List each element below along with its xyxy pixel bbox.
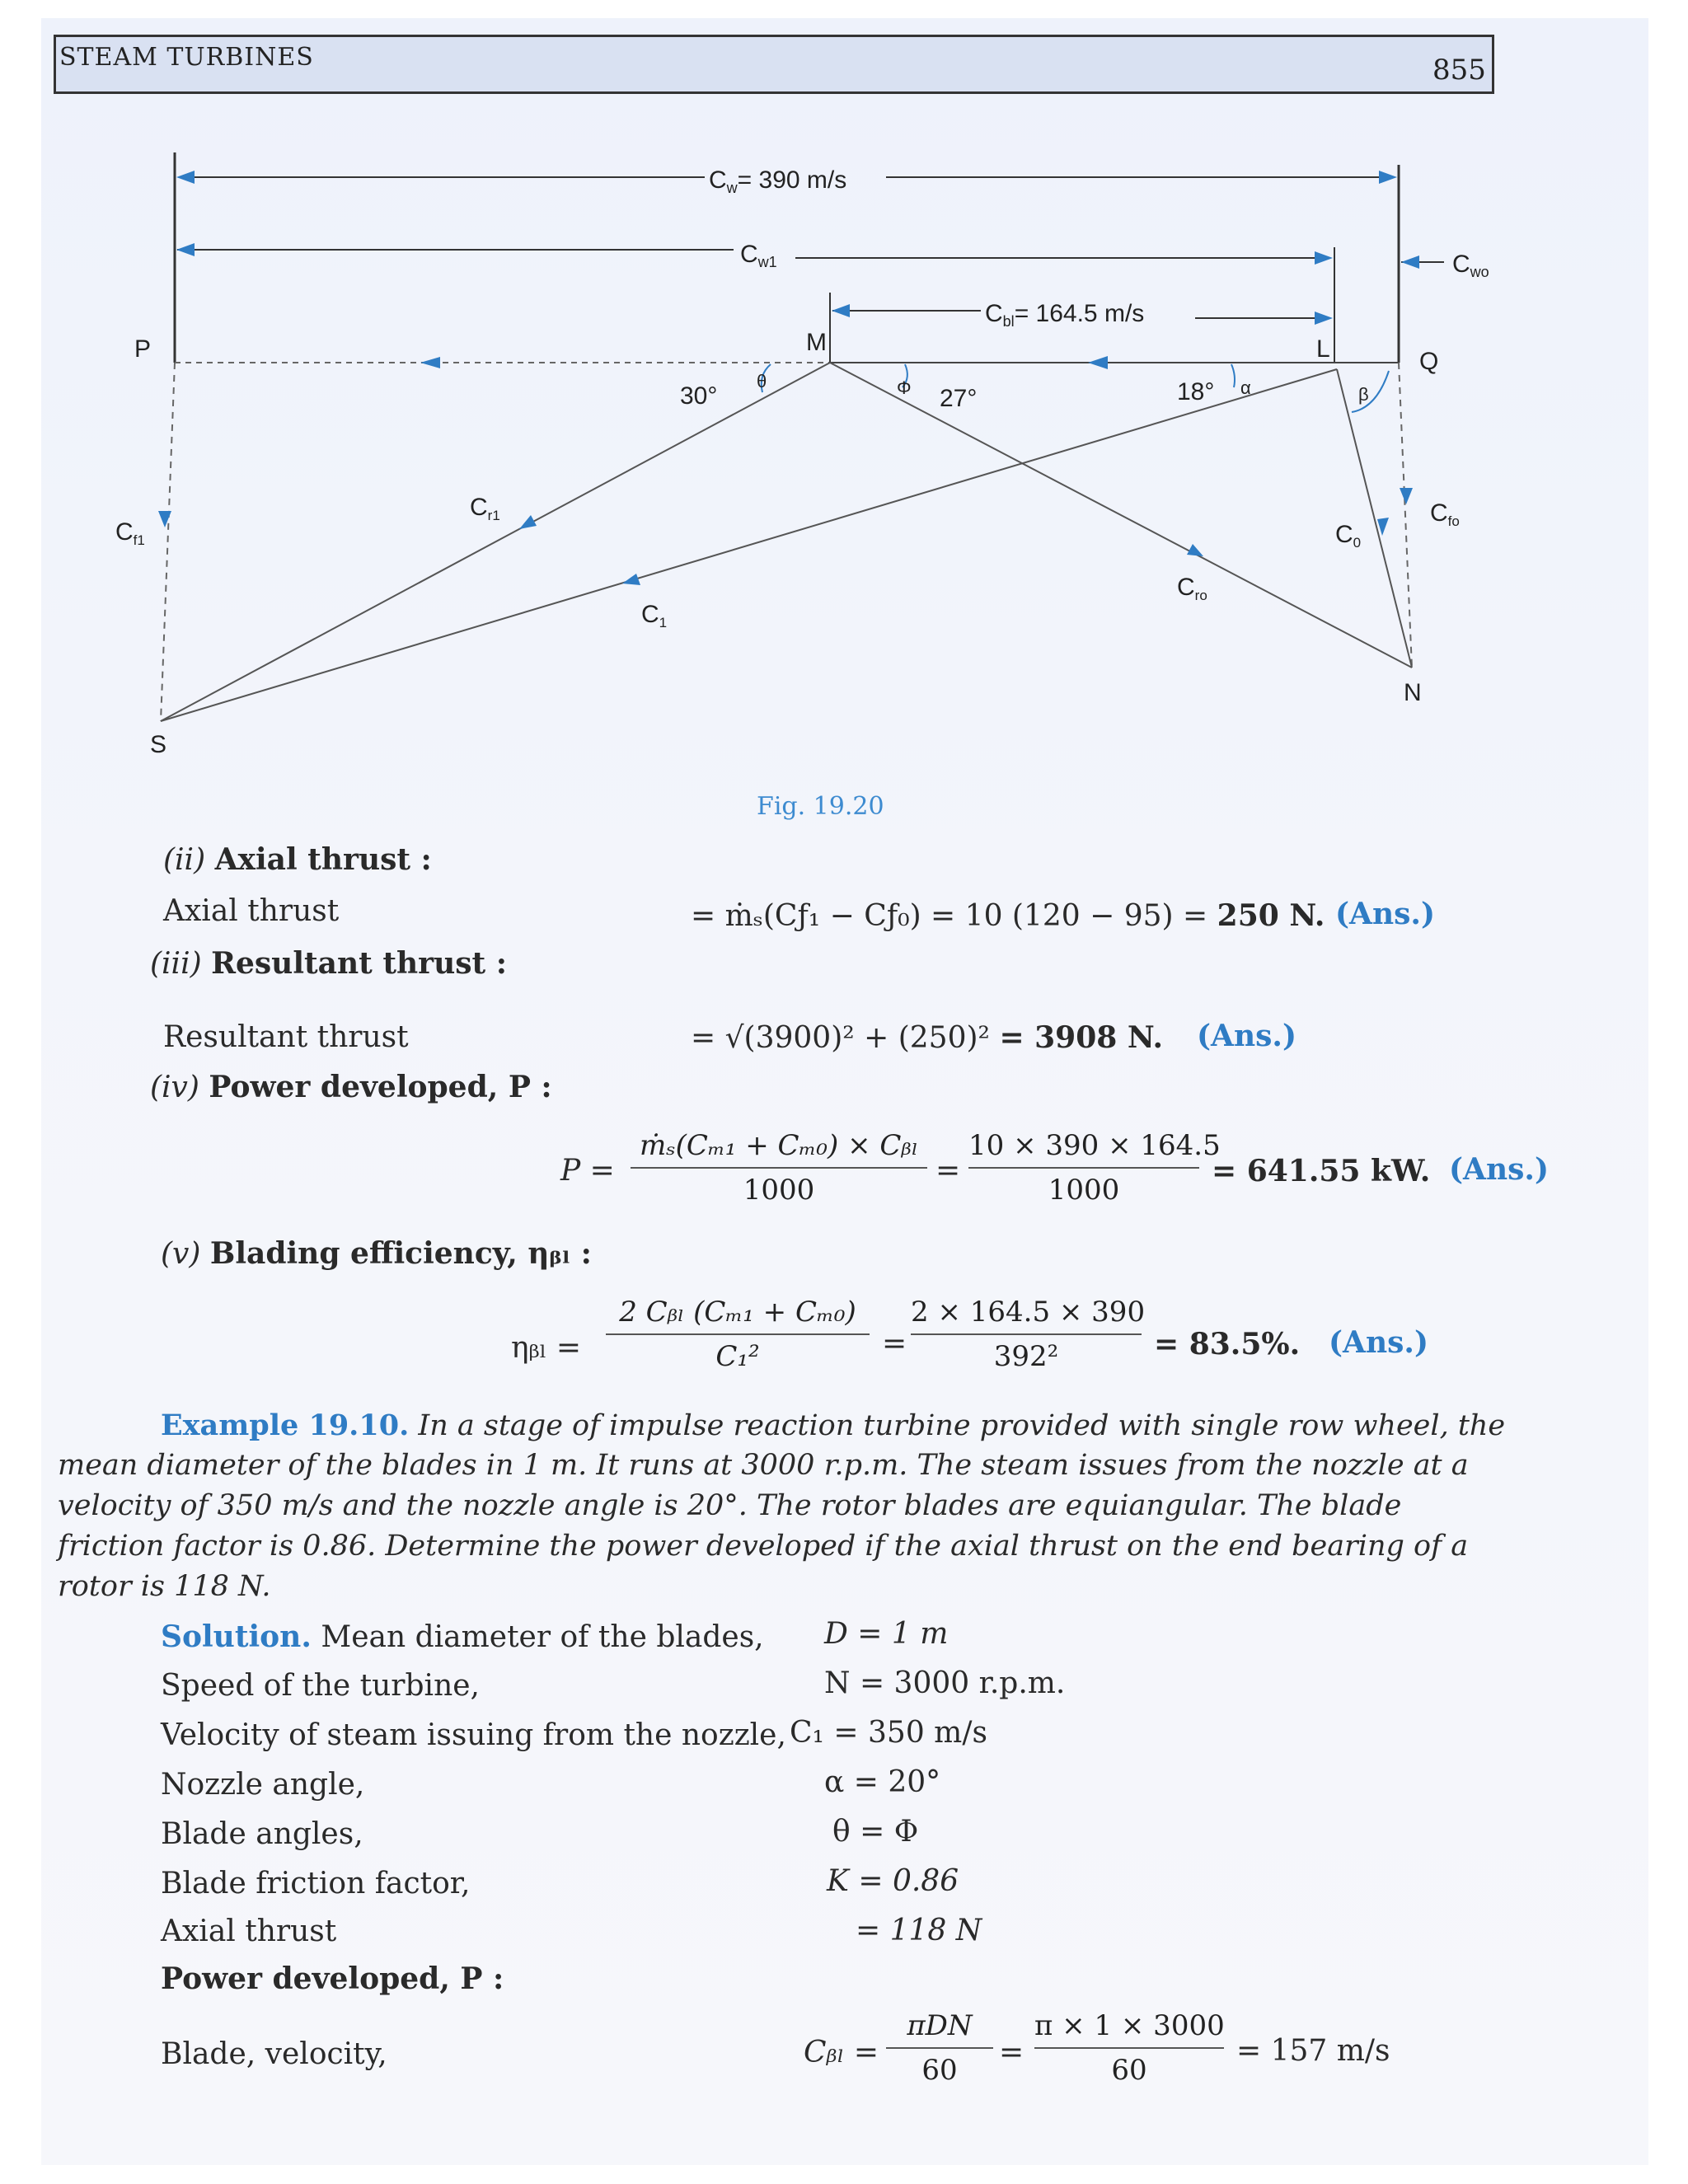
solution-label-2: Speed of the turbine, — [161, 1669, 480, 1703]
blade-velocity-lhs: Cᵦₗ = — [804, 2036, 879, 2069]
beta-label: β — [1358, 384, 1369, 405]
solution-value-6: K = 0.86 — [827, 1864, 959, 1898]
cbl-arrowhead-left — [832, 304, 850, 317]
blade-velocity-fraction-1 — [886, 2009, 993, 2087]
blade-velocity-fraction-2-denominator: 60 — [1111, 2054, 1147, 2087]
efficiency-result: = 83.5%. — [1154, 1327, 1301, 1361]
solution-value-7: = 118 N — [856, 1914, 982, 1947]
power-developed-heading: Power developed, P : — [161, 1961, 504, 1996]
power-heading: (iv) Power developed, P : — [150, 1070, 552, 1104]
efficiency-answer-tag: (Ans.) — [1329, 1325, 1428, 1360]
c1-arrowhead — [622, 574, 640, 585]
cf1-arrowhead — [158, 511, 171, 527]
cr1-arrowhead — [519, 515, 537, 529]
figure-caption: Fig. 19.20 — [757, 792, 884, 821]
point-l-label: L — [1316, 335, 1330, 363]
alpha-label: α — [1240, 377, 1251, 398]
cw1-arrowhead-left — [176, 243, 195, 256]
point-m-label: M — [806, 329, 827, 356]
blade-velocity-label: Blade, velocity, — [161, 2037, 387, 2071]
cro-line — [830, 363, 1412, 668]
example-line-2: mean diameter of the blades in 1 m. It runs at 3000 r.p.m. The steam issues from the nozzle at a — [58, 1449, 1469, 1482]
cro-arrowhead — [1187, 544, 1203, 556]
power-lhs: P = — [560, 1154, 615, 1188]
co-label: $C_0$ — [1335, 521, 1362, 551]
blade-velocity-result: = 157 m/s — [1236, 2034, 1390, 2068]
cw-label: $C_w= 390$ m/s — [709, 166, 847, 196]
solution-label-7: Axial thrust — [161, 1915, 337, 1948]
blade-velocity-fraction-2 — [1034, 2009, 1224, 2087]
solution-label-6: Blade friction factor, — [161, 1867, 471, 1900]
example-title: Example 19.10. — [161, 1408, 410, 1442]
theta-label: θ — [757, 371, 767, 391]
solution-value-1: D = 1 m — [824, 1617, 949, 1651]
blade-velocity-fraction-1-denominator: 60 — [921, 2054, 958, 2087]
power-fraction-1 — [631, 1129, 927, 1207]
point-q-label: Q — [1419, 348, 1439, 375]
cw1-arrowhead-right — [1315, 251, 1333, 265]
cr1-label: $C_{r1}$ — [470, 494, 500, 523]
axial-label: Axial thrust — [163, 894, 340, 928]
alpha-arc — [1231, 364, 1235, 387]
cw-arrowhead-right — [1379, 171, 1397, 184]
cbl-label: $C_{bl}= 164.5$ m/s — [985, 300, 1145, 330]
efficiency-fraction-1 — [606, 1296, 870, 1373]
power-answer-tag: (Ans.) — [1449, 1152, 1549, 1187]
cfo-label: $C_{fo}$ — [1430, 499, 1460, 529]
fraction-bar — [631, 1167, 927, 1169]
cf1-dashed-line — [161, 363, 175, 721]
efficiency-fraction-1-numerator: 2 Cᵦₗ (Cₘ₁ + Cₘ₀) — [619, 1296, 856, 1329]
beta-arc — [1352, 371, 1389, 412]
phi-label: Φ — [897, 377, 912, 398]
angle-27-label: 27° — [940, 385, 978, 412]
cw1-label: $C_{w1}$ — [740, 241, 777, 270]
power-equals: = — [935, 1154, 961, 1188]
fraction-bar — [1034, 2047, 1224, 2049]
solution-value-5: θ = Φ — [832, 1815, 919, 1849]
efficiency-fraction-2-numerator: 2 × 164.5 × 390 — [911, 1296, 1146, 1329]
fraction-bar — [968, 1167, 1199, 1169]
solution-value-2: N = 3000 r.p.m. — [824, 1666, 1066, 1700]
resultant-heading: (iii) Resultant thrust : — [150, 946, 507, 981]
axial-equation: = ṁₛ(Cƒ₁ − Cƒ₀) = 10 (120 − 95) = 250 N. — [691, 898, 1325, 933]
header-title: STEAM TURBINES — [59, 43, 314, 72]
power-fraction-2 — [968, 1129, 1221, 1207]
cwo-label: $C_{wo}$ — [1452, 251, 1489, 280]
example-line-1: Example 19.10. In a stage of impulse reaction turbine provided with single row wheel, the — [161, 1408, 1506, 1442]
efficiency-heading: (v) Blading efficiency, ηᵦₗ : — [161, 1236, 592, 1271]
cbl-arrowhead-right — [1315, 312, 1333, 325]
resultant-answer-tag: (Ans.) — [1197, 1019, 1296, 1053]
solution-row-1: Solution. Mean diameter of the blades, — [161, 1619, 764, 1654]
resultant-equation: = √(3900)² + (250)² = 3908 N. — [691, 1020, 1163, 1055]
solution-value-4: α = 20° — [824, 1765, 941, 1799]
efficiency-fraction-1-denominator: C₁² — [715, 1340, 760, 1373]
efficiency-equals: = — [882, 1327, 907, 1361]
mq-arrowhead — [1088, 356, 1108, 369]
efficiency-lhs: ηᵦₗ = — [511, 1331, 582, 1365]
angle-30-label: 30° — [680, 382, 718, 410]
cfo-arrowhead — [1400, 488, 1413, 504]
solution-value-3: C₁ = 350 m/s — [790, 1716, 987, 1750]
solution-label-3: Velocity of steam issuing from the nozzle, — [161, 1718, 786, 1752]
blade-velocity-fraction-2-numerator: π × 1 × 3000 — [1034, 2009, 1225, 2042]
axial-heading: (ii) Axial thrust : — [163, 842, 432, 877]
efficiency-fraction-2 — [911, 1296, 1146, 1373]
blade-velocity-fraction-1-numerator: πDN — [907, 2009, 973, 2042]
blade-velocity-equals: = — [999, 2036, 1025, 2069]
c1-label: $C_1$ — [641, 601, 668, 630]
resultant-label: Resultant thrust — [163, 1020, 409, 1054]
velocity-diagram — [0, 0, 1688, 841]
cr1-line — [161, 363, 830, 721]
fraction-bar — [911, 1333, 1142, 1335]
point-s-label: S — [150, 731, 167, 758]
solution-label-4: Nozzle angle, — [161, 1768, 365, 1802]
fraction-bar — [606, 1333, 870, 1335]
cro-label: $C_{ro}$ — [1177, 574, 1207, 603]
co-arrowhead — [1377, 518, 1389, 536]
example-line-5: rotor is 118 N. — [58, 1570, 271, 1603]
example-line-4: friction factor is 0.86. Determine the power developed if the axial thrust on the end bearing of a — [58, 1530, 1469, 1563]
cf1-label: $C_{f1}$ — [115, 518, 145, 548]
power-result: = 641.55 kW. — [1212, 1154, 1431, 1188]
solution-title: Solution. — [161, 1619, 312, 1654]
pm-arrowhead — [420, 357, 440, 368]
angle-18-label: 18° — [1177, 378, 1215, 405]
cw-arrowhead-left — [176, 171, 195, 184]
fraction-bar — [886, 2047, 993, 2049]
axial-answer-tag: (Ans.) — [1335, 897, 1435, 931]
power-fraction-1-denominator: 1000 — [743, 1174, 815, 1207]
point-n-label: N — [1404, 679, 1422, 706]
page-number: 855 — [1432, 54, 1486, 87]
example-line-3: velocity of 350 m/s and the nozzle angle is 20°. The rotor blades are equiangular. The blade — [58, 1489, 1402, 1522]
power-fraction-2-denominator: 1000 — [1048, 1174, 1120, 1207]
point-p-label: P — [134, 335, 152, 363]
power-fraction-1-numerator: ṁₛ(Cₘ₁ + Cₘ₀) × Cᵦₗ — [639, 1129, 919, 1162]
efficiency-fraction-2-denominator: 392² — [993, 1340, 1059, 1373]
power-fraction-2-numerator: 10 × 390 × 164.5 — [968, 1129, 1221, 1162]
c1-line — [161, 369, 1337, 721]
cwo-arrowhead — [1401, 255, 1419, 269]
solution-label-5: Blade angles, — [161, 1817, 363, 1851]
